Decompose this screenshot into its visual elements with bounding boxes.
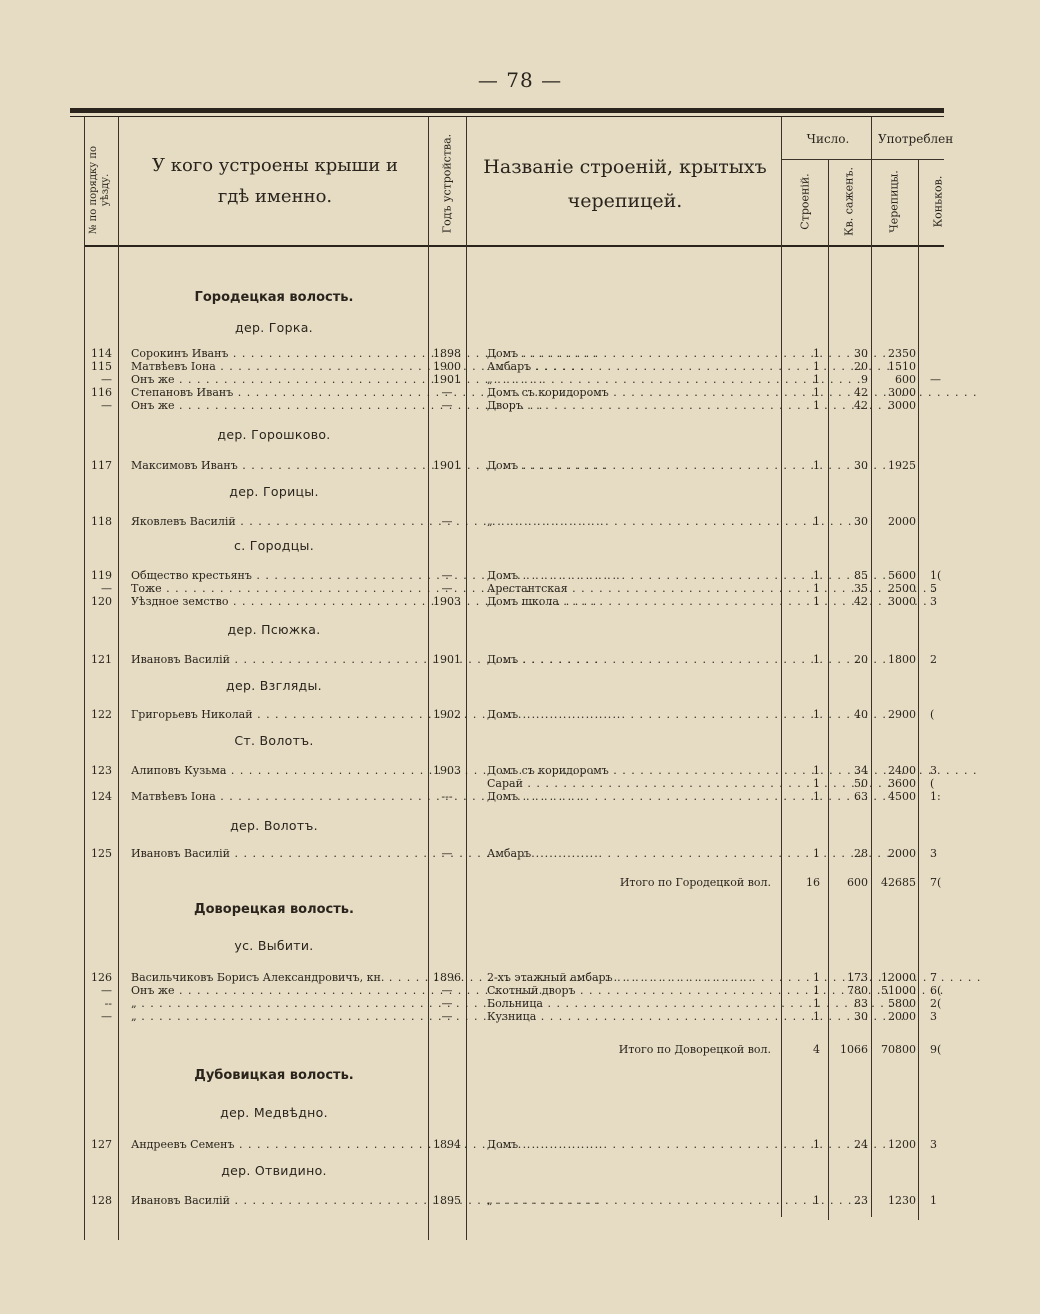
row-ridges: 3 xyxy=(930,764,937,777)
row-number: -- xyxy=(104,997,112,1010)
row-structures: 1 xyxy=(813,1194,820,1207)
row-structures: 1 xyxy=(813,399,820,412)
row-ridges: 1 xyxy=(930,1194,937,1207)
row-area: 34 xyxy=(854,764,868,777)
row-owner: Григорьевъ Николай . . . xyxy=(131,708,421,721)
row-structures: 1 xyxy=(813,386,820,399)
total-area: 1066 xyxy=(840,1043,868,1056)
total-tiles: 42685 xyxy=(881,876,916,889)
col-line xyxy=(828,160,829,1220)
row-area: 30 xyxy=(854,515,868,528)
row-number: 127 xyxy=(91,1138,112,1151)
row-structures: 1 xyxy=(813,984,820,997)
row-year: 1901 xyxy=(433,459,461,472)
village-heading: ус. Выбити. xyxy=(234,938,314,953)
village-heading: дер. Медвѣдно. xyxy=(220,1105,328,1120)
row-building: „ . . . xyxy=(487,373,777,386)
row-ridges: ( xyxy=(930,708,935,721)
row-number: — xyxy=(101,582,112,595)
row-structures: 1 xyxy=(813,847,820,860)
row-ridges: ( xyxy=(930,777,935,790)
row-tiles: 3000 xyxy=(888,595,916,608)
total-label: Итого по Доворецкой вол. xyxy=(618,1043,771,1056)
row-area: 9 xyxy=(861,373,868,386)
row-number: 126 xyxy=(91,971,112,984)
village-heading: дер. Взгляды. xyxy=(226,678,322,693)
row-structures: 1 xyxy=(813,790,820,803)
row-building: Домъ съ коридоромъ . . . xyxy=(487,764,777,777)
row-ridges: — xyxy=(930,373,941,386)
header-col-usage: Употреблен xyxy=(878,132,954,146)
row-number: 122 xyxy=(91,708,112,721)
row-area: 30 xyxy=(854,459,868,472)
row-tiles: 2000 xyxy=(888,847,916,860)
row-owner: Степановъ Иванъ . . . xyxy=(131,386,421,399)
total-extra: 7( xyxy=(930,876,942,889)
row-structures: 1 xyxy=(813,777,820,790)
row-structures: 1 xyxy=(813,515,820,528)
row-structures: 1 xyxy=(813,582,820,595)
village-heading: дер. Псюжка. xyxy=(227,622,321,637)
header-building-line1: Названіе строеній, крытыхъ xyxy=(483,156,767,178)
row-year: — xyxy=(441,847,453,860)
col-line xyxy=(781,117,782,1217)
row-number: 121 xyxy=(91,653,112,666)
row-structures: 1 xyxy=(813,997,820,1010)
total-extra: 9( xyxy=(930,1043,942,1056)
row-year: — xyxy=(441,386,453,399)
header-subline xyxy=(781,159,944,160)
row-year: 1900 xyxy=(433,360,461,373)
row-owner: Яковлевъ Василій . . . xyxy=(131,515,421,528)
row-ridges: 3 xyxy=(930,595,937,608)
row-building: Амбаръ . . . xyxy=(487,360,777,373)
row-number: — xyxy=(101,1010,112,1023)
village-heading: дер. Отвидино. xyxy=(221,1163,327,1178)
row-building: Сарай . . . xyxy=(487,777,777,790)
row-area: 173 xyxy=(847,971,868,984)
row-owner: Андреевъ Семенъ . . . xyxy=(131,1138,421,1151)
header-col-count-area: Кв. саженъ. xyxy=(842,167,856,236)
row-ridges: 2( xyxy=(930,997,942,1010)
row-building: Арестантская . . . xyxy=(487,582,777,595)
row-tiles: 2350 xyxy=(888,347,916,360)
village-heading: дер. Горошково. xyxy=(217,427,331,442)
row-number: 128 xyxy=(91,1194,112,1207)
row-building: „ . . . xyxy=(487,1194,777,1207)
row-year: --- xyxy=(441,790,453,803)
section-title: Доворецкая волость. xyxy=(194,902,354,917)
row-year: 1902 xyxy=(433,708,461,721)
row-building: Домъ . . . xyxy=(487,1138,777,1151)
row-building: Дворъ . . . xyxy=(487,399,777,412)
row-ridges: 3 xyxy=(930,1010,937,1023)
row-building: Домъ . . . xyxy=(487,459,777,472)
row-area: 30 xyxy=(854,1010,868,1023)
row-tiles: 600 xyxy=(895,373,916,386)
row-ridges: 3 xyxy=(930,847,937,860)
row-tiles: 1510 xyxy=(888,360,916,373)
section-title: Городецкая волость. xyxy=(194,290,354,305)
row-tiles: 1200 xyxy=(888,1138,916,1151)
row-area: 30 xyxy=(854,347,868,360)
row-owner: „ . . . xyxy=(131,1010,421,1023)
row-tiles: 1925 xyxy=(888,459,916,472)
row-tiles: 5600 xyxy=(888,569,916,582)
row-ridges: 7 xyxy=(930,971,937,984)
row-tiles: 1230 xyxy=(888,1194,916,1207)
header-col-year: Годъ устройства. xyxy=(440,133,454,234)
row-year: — xyxy=(441,515,453,528)
row-ridges: 5 xyxy=(930,582,937,595)
row-building: Скотный дворъ . . . xyxy=(487,984,777,997)
row-number: — xyxy=(101,373,112,386)
header-col-count: Число. xyxy=(806,132,850,146)
row-year: 1903 xyxy=(433,595,461,608)
row-ridges: 3 xyxy=(930,1138,937,1151)
row-tiles: 5800 xyxy=(888,997,916,1010)
row-owner: Общество крестьянъ . . . xyxy=(131,569,421,582)
village-heading: дер. Горицы. xyxy=(229,484,319,499)
row-owner: Матвѣевъ Іона . . . xyxy=(131,360,421,373)
village-heading: Ст. Волотъ. xyxy=(234,733,314,748)
row-area: 42 xyxy=(854,399,868,412)
row-structures: 1 xyxy=(813,569,820,582)
row-structures: 1 xyxy=(813,708,820,721)
row-area: 35 xyxy=(854,582,868,595)
row-area: 20 xyxy=(854,653,868,666)
row-building: Кузница . . . xyxy=(487,1010,777,1023)
header-col-usage-tile: Черепицы. xyxy=(887,170,901,233)
row-owner: „ . . . xyxy=(131,997,421,1010)
row-year: — xyxy=(441,582,453,595)
row-owner: Алиповъ Кузьма . . . xyxy=(131,764,421,777)
row-number: 119 xyxy=(91,569,112,582)
row-year: — xyxy=(441,399,453,412)
header-col-count-structures: Строеній. xyxy=(798,173,812,230)
header-owner-line2: гдѣ именно. xyxy=(217,186,333,207)
total-structures: 4 xyxy=(813,1043,820,1056)
row-number: 124 xyxy=(91,790,112,803)
row-structures: 1 xyxy=(813,1010,820,1023)
row-owner: Сорокинъ Иванъ . . . xyxy=(131,347,421,360)
row-year: — xyxy=(441,984,453,997)
village-heading: с. Городцы. xyxy=(234,538,314,553)
rule-header-bottom xyxy=(84,245,944,247)
row-ridges: 1: xyxy=(930,790,941,803)
row-building: Домъ съ коридоромъ . . . xyxy=(487,386,777,399)
row-number: 120 xyxy=(91,595,112,608)
row-tiles: 1800 xyxy=(888,653,916,666)
row-area: 63 xyxy=(854,790,868,803)
row-number: 117 xyxy=(91,459,112,472)
village-heading: дер. Горка. xyxy=(235,320,313,335)
row-area: 28 xyxy=(854,847,868,860)
col-line xyxy=(428,117,429,1240)
row-area: 42 xyxy=(854,386,868,399)
row-year: 1898 xyxy=(433,347,461,360)
row-structures: 1 xyxy=(813,595,820,608)
row-area: 85 xyxy=(854,569,868,582)
row-owner: Уѣздное земство . . . xyxy=(131,595,421,608)
col-line xyxy=(918,160,919,1220)
row-tiles: 2900 xyxy=(888,708,916,721)
row-structures: 1 xyxy=(813,373,820,386)
rule-top-thick xyxy=(70,108,944,113)
row-year: 1901 xyxy=(433,373,461,386)
total-tiles: 70800 xyxy=(881,1043,916,1056)
row-structures: 1 xyxy=(813,653,820,666)
row-structures: 1 xyxy=(813,764,820,777)
row-number: 116 xyxy=(91,386,112,399)
row-year: — xyxy=(441,997,453,1010)
row-ridges: 1( xyxy=(930,569,942,582)
row-owner: Тоже . . . xyxy=(131,582,421,595)
col-line xyxy=(118,117,119,1240)
row-building: Больница . . . xyxy=(487,997,777,1010)
row-area: 20 xyxy=(854,360,868,373)
row-ridges: 2 xyxy=(930,653,937,666)
row-area: 780 xyxy=(847,984,868,997)
header-building-line2: черепицей. xyxy=(567,190,683,212)
row-structures: 1 xyxy=(813,347,820,360)
row-number: 125 xyxy=(91,847,112,860)
row-owner: Васильчиковъ Борисъ Александровичъ, кн. . . . xyxy=(131,971,421,984)
row-tiles: 12000 xyxy=(881,971,916,984)
row-structures: 1 xyxy=(813,1138,820,1151)
row-building: Домъ . . . xyxy=(487,569,777,582)
row-building: Амбаръ . . . xyxy=(487,847,777,860)
page-number: — 78 — xyxy=(477,68,563,92)
row-year: 1895 xyxy=(433,1194,461,1207)
row-number: — xyxy=(101,399,112,412)
row-tiles: 3000 xyxy=(888,399,916,412)
row-area: 42 xyxy=(854,595,868,608)
row-year: 1896 xyxy=(433,971,461,984)
row-area: 23 xyxy=(854,1194,868,1207)
row-owner: Ивановъ Василій . . . xyxy=(131,1194,421,1207)
header-col-building xyxy=(475,150,775,218)
total-area: 600 xyxy=(847,876,868,889)
col-line xyxy=(466,117,467,1240)
row-building: Домъ школа . . . xyxy=(487,595,777,608)
row-area: 40 xyxy=(854,708,868,721)
row-building: Домъ . . . xyxy=(487,790,777,803)
row-area: 24 xyxy=(854,1138,868,1151)
row-year: — xyxy=(441,1010,453,1023)
total-label: Итого по Городецкой вол. xyxy=(619,876,771,889)
row-structures: 1 xyxy=(813,360,820,373)
row-year: 1901 xyxy=(433,653,461,666)
row-owner: Ивановъ Василій . . . xyxy=(131,847,421,860)
row-tiles: 2400 xyxy=(888,764,916,777)
row-owner: Ивановъ Василій . . . xyxy=(131,653,421,666)
row-owner: Онъ же . . . xyxy=(131,984,421,997)
row-owner: Онъ же . . . xyxy=(131,373,421,386)
col-line xyxy=(871,117,872,1217)
row-number: 118 xyxy=(91,515,112,528)
row-owner: Матвѣевъ Іона . . . xyxy=(131,790,421,803)
header-col-owner xyxy=(125,150,425,212)
header-col-num: № по порядку по уѣзду. xyxy=(88,145,111,235)
row-tiles: 51000 xyxy=(881,984,916,997)
row-tiles: 2000 xyxy=(888,515,916,528)
row-tiles: 2000 xyxy=(888,1010,916,1023)
row-structures: 1 xyxy=(813,459,820,472)
row-tiles: 3600 xyxy=(888,777,916,790)
row-area: 50 xyxy=(854,777,868,790)
row-owner: Онъ же . . . xyxy=(131,399,421,412)
total-structures: 16 xyxy=(806,876,820,889)
row-number: 114 xyxy=(91,347,112,360)
row-tiles: 2500 xyxy=(888,582,916,595)
row-building: Домъ . . . xyxy=(487,708,777,721)
row-number: — xyxy=(101,984,112,997)
row-tiles: 4500 xyxy=(888,790,916,803)
header-col-usage-ridge: Коньков. xyxy=(931,175,945,228)
section-title: Дубовицкая волость. xyxy=(194,1068,354,1083)
header-owner-line1: У кого устроены крыши и xyxy=(151,155,399,176)
row-area: 83 xyxy=(854,997,868,1010)
row-ridges: 6( xyxy=(930,984,942,997)
col-line xyxy=(84,117,85,1240)
row-owner: Максимовъ Иванъ . . . xyxy=(131,459,421,472)
row-structures: 1 xyxy=(813,971,820,984)
village-heading: дер. Волотъ. xyxy=(230,818,318,833)
row-year: 1894 xyxy=(433,1138,461,1151)
rule-top-thin xyxy=(70,116,944,117)
row-building: Домъ . . . xyxy=(487,347,777,360)
row-number: 115 xyxy=(91,360,112,373)
row-number: 123 xyxy=(91,764,112,777)
row-year: — xyxy=(441,569,453,582)
row-building: 2-хъ этажный амбаръ . . . xyxy=(487,971,777,984)
row-tiles: 3000 xyxy=(888,386,916,399)
row-year: 1903 xyxy=(433,764,461,777)
row-building: „ . . . xyxy=(487,515,777,528)
row-building: Домъ . . . xyxy=(487,653,777,666)
